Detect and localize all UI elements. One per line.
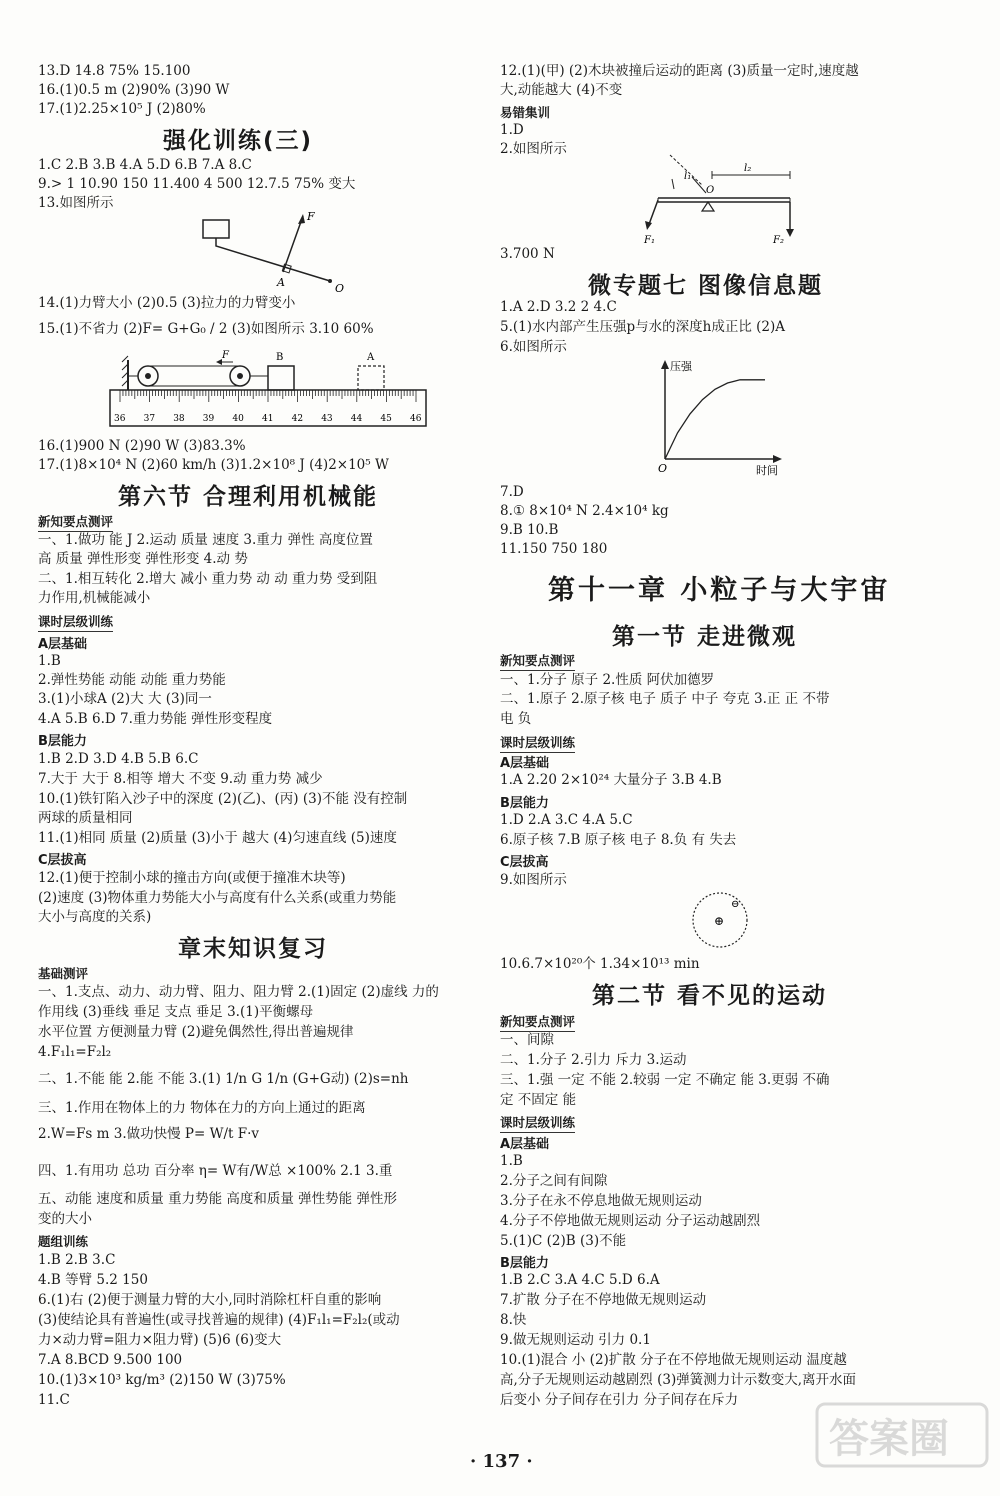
answer-line: 16.(1)0.5 m (2)90% (3)90 W	[38, 82, 230, 98]
watermark-logo	[815, 1400, 995, 1492]
label-B: B	[276, 352, 284, 363]
subsection-label: 新知要点测评	[38, 514, 114, 529]
fulcrum	[702, 202, 714, 211]
ruler-tick-label: 40	[232, 414, 244, 424]
answer-line: 4.分子不停地做无规则运动 分子运动越剧烈	[500, 1213, 761, 1229]
label-F1: F₁	[644, 235, 655, 246]
ruler-tick-label: 45	[380, 414, 392, 424]
answer-line: 5.(1)C (2)B (3)不能	[500, 1233, 627, 1249]
label-F: F	[307, 210, 315, 223]
label-l2: l₂	[744, 163, 752, 174]
ruler-tick-label: 38	[173, 414, 185, 424]
answer-line: 高 质量 弹性形变 弹性形变 4.动 势	[38, 551, 248, 567]
answer-line: 1.B 2.D 3.D 4.B 5.B 6.C	[38, 751, 199, 767]
answer-line: 一、1.分子 原子 2.性质 阿伏加德罗	[500, 672, 715, 688]
answer-line: 2.如图所示	[500, 141, 567, 157]
answer-line: 8.① 8×10⁴ N 2.4×10⁴ kg	[500, 503, 669, 519]
ruler-tick-label: 42	[291, 414, 304, 424]
answer-line: 8.快	[500, 1312, 527, 1328]
series-line	[665, 380, 765, 459]
answer-line: 1.B	[38, 653, 61, 669]
answer-line: 9.> 1 10.90 150 11.400 4 500 12.7.5 75% 变大	[38, 176, 356, 192]
answer-line: 9.B 10.B	[500, 522, 559, 538]
section-heading: 章末知识复习	[178, 936, 328, 962]
answer-line: 大小与高度的关系)	[38, 909, 152, 925]
answer-line: 5.(1)水内部产生压强p与水的深度h成正比 (2)A	[500, 319, 786, 335]
arrow-head	[298, 214, 305, 224]
answer-line: 后变小 分子间存在引力 分子间存在斥力	[500, 1392, 739, 1408]
answer-line: 力×动力臂=阻力×阻力臂) (5)6 (6)变大	[38, 1332, 282, 1348]
answer-line: 3.700 N	[500, 246, 555, 262]
answer-line: 一、间隙	[500, 1032, 554, 1048]
answer-line: 7.D	[500, 484, 524, 500]
answer-line: 14.(1)力臂大小 (2)0.5 (3)拉力的力臂变小	[38, 295, 296, 311]
ruler-tick-label: 44	[350, 414, 363, 424]
origin-label: O	[658, 462, 668, 475]
answer-line: 12.(1)便于控制小球的撞击方向(或便于撞准木块等)	[38, 870, 346, 886]
pivot-point	[328, 279, 332, 283]
label-O: O	[335, 282, 345, 295]
level-label: A层基础	[500, 1137, 550, 1152]
answer-line: 4.A 5.B 6.D 7.重力势能 弹性形变程度	[38, 711, 273, 727]
label-A: A	[277, 276, 285, 289]
level-label: B层能力	[500, 796, 549, 811]
answer-line: 7.A 8.BCD 9.500 100	[38, 1352, 183, 1368]
section-heading: 强化训练(三)	[163, 128, 314, 154]
y-axis-arrow	[661, 360, 669, 369]
answer-line: 二、1.相互转化 2.增大 减小 重力势 动 动 重力势 受到阻	[38, 571, 378, 587]
label-l1: l₁	[684, 171, 692, 182]
block-A-dashed	[358, 366, 384, 390]
ruler-tick-label: 37	[143, 414, 156, 424]
label-F: F	[222, 350, 229, 361]
answer-line: 4.F₁l₁=F₂l₂	[38, 1044, 112, 1060]
level-label: C层拔高	[500, 855, 549, 870]
nucleus: ⊕	[714, 914, 725, 928]
answer-line: 三、1.作用在物体上的力 物体在力的方向上通过的距离	[38, 1100, 366, 1116]
subsection-label: 课时层级训练	[500, 1115, 576, 1130]
answer-line: 11.C	[38, 1392, 70, 1408]
y-axis-label: 压强	[670, 360, 692, 373]
answer-line: 1.B 2.B 3.C	[38, 1252, 116, 1268]
answer-line: 6.(1)右 (2)便于测量力臂的大小,同时消除杠杆自重的影响	[38, 1292, 382, 1308]
subsection-label: 基础测评	[38, 966, 89, 981]
answer-line: 6.原子核 7.B 原子核 电子 8.负 有 失去	[500, 832, 737, 848]
answer-line: 11.(1)相同 质量 (2)质量 (3)小于 越大 (4)匀速直线 (5)速度	[38, 830, 397, 846]
answer-line: 两球的质量相同	[38, 810, 133, 826]
ruler-tick-label: 41	[262, 414, 274, 424]
section-heading: 第二节 看不见的运动	[592, 983, 828, 1009]
answer-line: 10.6.7×10²⁰个 1.34×10¹³ min	[500, 956, 700, 972]
lever-diagram-13	[195, 208, 355, 300]
electron: ⊖	[731, 899, 740, 910]
answer-line: 一、1.做功 能 J 2.运动 质量 速度 3.重力 弹性 高度位置	[38, 532, 373, 548]
answer-line: (3)使结论具有普遍性(或寻找普遍的规律) (4)F₁l₁=F₂l₂(或动	[38, 1312, 400, 1328]
section-heading: 第六节 合理利用机械能	[118, 484, 379, 510]
section-heading: 微专题七 图像信息题	[588, 273, 824, 299]
answer-line: 水平位置 方便测量力臂 (2)避免偶然性,得出普遍规律	[38, 1024, 354, 1040]
block-B	[268, 366, 294, 390]
answer-line: 12.(1)(甲) (2)木块被撞后运动的距离 (3)质量一定时,速度越	[500, 63, 859, 79]
answer-line: 1.D	[500, 122, 524, 138]
answer-line: 13.如图所示	[38, 195, 114, 211]
answer-line: 作用线 (3)垂线 垂足 支点 垂足 3.(1)平衡螺母	[38, 1004, 314, 1020]
answer-line: 五、动能 速度和质量 重力势能 高度和质量 弹性势能 弹性形	[38, 1191, 397, 1207]
answer-line: 7.扩散 分子在不停地做无规则运动	[500, 1292, 707, 1308]
x-axis-label: 时间	[756, 464, 778, 477]
answer-line: 7.大于 大于 8.相等 增大 不变 9.动 重力势 减少	[38, 771, 323, 787]
answer-line: 四、1.有用功 总功 百分率 η= W有/W总 ×100% 2.1 3.重	[38, 1163, 393, 1179]
answer-line: 1.B 2.C 3.A 4.C 5.D 6.A	[500, 1272, 660, 1288]
answer-line: 大,动能越大 (4)不变	[500, 82, 623, 98]
level-label: A层基础	[38, 637, 88, 652]
lever-diagram-yicuo	[640, 155, 800, 245]
subsection-label: 课时层级训练	[500, 735, 576, 750]
answer-line: 2.弹性势能 动能 动能 重力势能	[38, 672, 226, 688]
answer-line: 3.分子在永不停息地做无规则运动	[500, 1193, 702, 1209]
subsection-label: 题组训练	[38, 1234, 89, 1249]
chapter-heading: 第十一章 小粒子与大宇宙	[548, 575, 891, 606]
atom-diagram	[690, 890, 750, 950]
lever-bar	[216, 238, 330, 281]
answer-line: 13.D 14.8 75% 15.100	[38, 63, 191, 79]
level-label: C层拔高	[38, 853, 87, 868]
force-line	[283, 216, 303, 272]
answer-line: 6.如图所示	[500, 339, 567, 355]
answer-line: 17.(1)2.25×10⁵ J (2)80%	[38, 101, 206, 117]
answer-line: 1.B	[500, 1153, 523, 1169]
answer-line: 11.150 750 180	[500, 541, 608, 557]
answer-line: 三、1.强 一定 不能 2.较弱 一定 不确定 能 3.更弱 不确	[500, 1072, 830, 1088]
level-label: B层能力	[500, 1256, 549, 1271]
answer-line: 10.(1)混合 小 (2)扩散 分子在不停地做无规则运动 温度越	[500, 1352, 847, 1368]
label-O: O	[706, 185, 715, 196]
answer-line: 15.(1)不省力 (2)F= G+G₀ / 2 (3)如图所示 3.10 60%	[38, 321, 374, 337]
answer-line: 16.(1)900 N (2)90 W (3)83.3%	[38, 438, 246, 454]
ruler-tick-label: 39	[202, 414, 215, 424]
answer-line: 3.(1)小球A (2)大 大 (3)同一	[38, 691, 212, 707]
x-axis-arrow	[773, 455, 782, 463]
answer-line: 二、1.分子 2.引力 斥力 3.运动	[500, 1052, 687, 1068]
answer-line: 1.D 2.A 3.C 4.A 5.C	[500, 812, 633, 828]
answer-line: 二、1.原子 2.原子核 电子 质子 中子 夸克 3.正 正 不带	[500, 691, 830, 707]
page-number: · 137 ·	[470, 1451, 533, 1472]
answer-line: (2)速度 (3)物体重力势能大小与高度有什么关系(或重力势能	[38, 890, 397, 906]
section-heading: 第一节 走进微观	[612, 624, 798, 650]
answer-line: 一、1.支点、动力、动力臂、阻力、阻力臂 2.(1)固定 (2)虚线 力的	[38, 984, 439, 1000]
answer-line: 1.A 2.20 2×10²⁴ 大量分子 3.B 4.B	[500, 772, 722, 788]
level-label: A层基础	[500, 756, 550, 771]
answer-line: 定 不固定 能	[500, 1092, 577, 1108]
answer-line: 力作用,机械能减小	[38, 590, 151, 606]
answer-line: 2.分子之间有间隙	[500, 1173, 608, 1189]
answer-line: 高,分子无规则运动越剧烈 (3)弹簧测力计示数变大,离开水面	[500, 1372, 856, 1388]
label-F2: F₂	[773, 235, 784, 246]
answer-line: 9.如图所示	[500, 872, 567, 888]
weight-box	[203, 220, 229, 238]
answer-line: 10.(1)3×10³ kg/m³ (2)150 W (3)75%	[38, 1372, 286, 1388]
answer-line: 10.(1)铁钉陷入沙子中的深度 (2)(乙)、(丙) (3)不能 没有控制	[38, 791, 408, 807]
answer-line: 1.C 2.B 3.B 4.A 5.D 6.B 7.A 8.C	[38, 157, 252, 173]
answer-line: 9.做无规则运动 引力 0.1	[500, 1332, 651, 1348]
answer-line: 17.(1)8×10⁴ N (2)60 km/h (3)1.2×10⁸ J (4)2×10⁵ W	[38, 457, 389, 473]
pressure-time-chart	[650, 352, 790, 476]
subsection-label: 易错集训	[500, 105, 551, 120]
watermark-text: 答案圈	[829, 1416, 949, 1462]
answer-line: 2.W=Fs m 3.做功快慢 P= W/t F·v	[38, 1126, 260, 1142]
label-A: A	[367, 352, 375, 363]
answer-line: 4.B 等臂 5.2 150	[38, 1272, 148, 1288]
subsection-label: 新知要点测评	[500, 653, 576, 668]
ruler-tick-label: 43	[321, 414, 333, 424]
subsection-label: 新知要点测评	[500, 1014, 576, 1029]
answer-line: 二、1.不能 能 2.能 不能 3.(1) 1/n G 1/n (G+G动) (2)s=nh	[38, 1071, 409, 1087]
ruler-tick-label: 46	[410, 414, 422, 424]
answer-line: 电 负	[500, 711, 532, 727]
ruler-tick-label: 36	[114, 414, 126, 424]
level-label: B层能力	[38, 734, 87, 749]
answer-line: 变的大小	[38, 1211, 92, 1227]
answer-line: 1.A 2.D 3.2 2 4.C	[500, 299, 617, 315]
ruler-diagram	[108, 348, 428, 432]
subsection-label: 课时层级训练	[38, 614, 114, 629]
